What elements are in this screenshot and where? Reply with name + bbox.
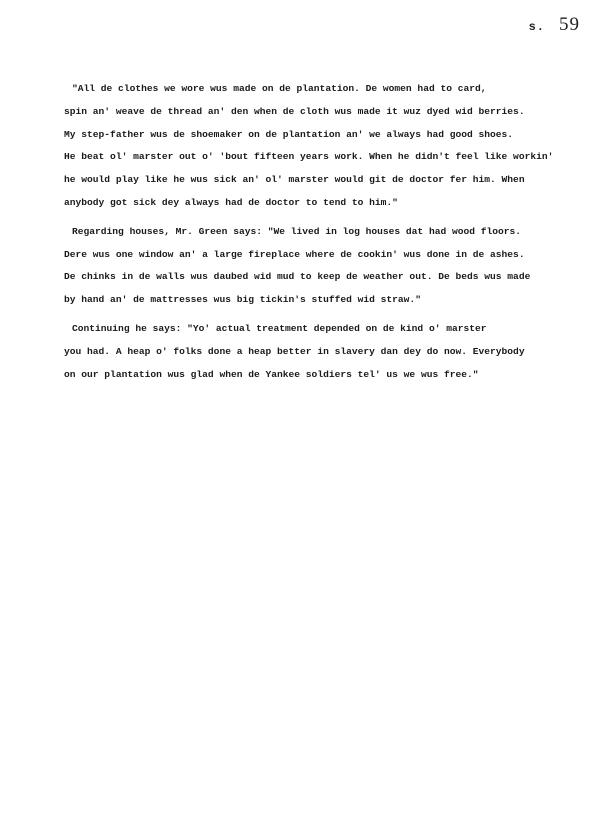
paragraph-treatment	[64, 318, 564, 386]
text-line: Continuing he says: "Yo' actual treatment depended on de kind o' marster	[72, 322, 487, 334]
text-line: He beat ol' marster out o' 'bout fifteen years work. When he didn't feel like workin'	[64, 151, 554, 163]
text-line: spin an' weave de thread an' den when de cloth wus made it wuz dyed wid berries.	[64, 105, 525, 117]
text-line: on our plantation wus glad when de Yankee soldiers tel' us we wus free."	[64, 368, 479, 380]
text-line: by hand an' de mattresses wus big tickin's stuffed wid straw."	[64, 294, 421, 306]
page-number	[529, 14, 580, 36]
text-line: Dere wus one window an' a large fireplace where de cookin' wus done in de ashes.	[64, 248, 525, 260]
paragraph-clothes	[64, 78, 564, 215]
text-line: anybody got sick dey always had de doctor to tend to him."	[64, 196, 398, 208]
text-line: he would play like he wus sick an' ol' marster would git de doctor fer him. When	[64, 174, 525, 186]
text-line: you had. A heap o' folks done a heap better in slavery dan dey do now. Everybody	[64, 345, 525, 357]
document-body	[64, 78, 564, 392]
text-line: My step-father wus de shoemaker on de plantation an' we always had good shoes.	[64, 128, 514, 140]
page-number-prefix: s.	[528, 20, 545, 34]
text-line: De chinks in de walls wus daubed wid mud to keep de weather out. De beds wus made	[64, 271, 531, 283]
text-line: Regarding houses, Mr. Green says: "We lived in log houses dat had wood floors.	[72, 225, 522, 237]
text-line: "All de clothes we wore wus made on de plantation. De women had to card,	[72, 83, 487, 94]
page-number-value: 59	[559, 14, 580, 35]
paragraph-houses	[64, 221, 564, 312]
